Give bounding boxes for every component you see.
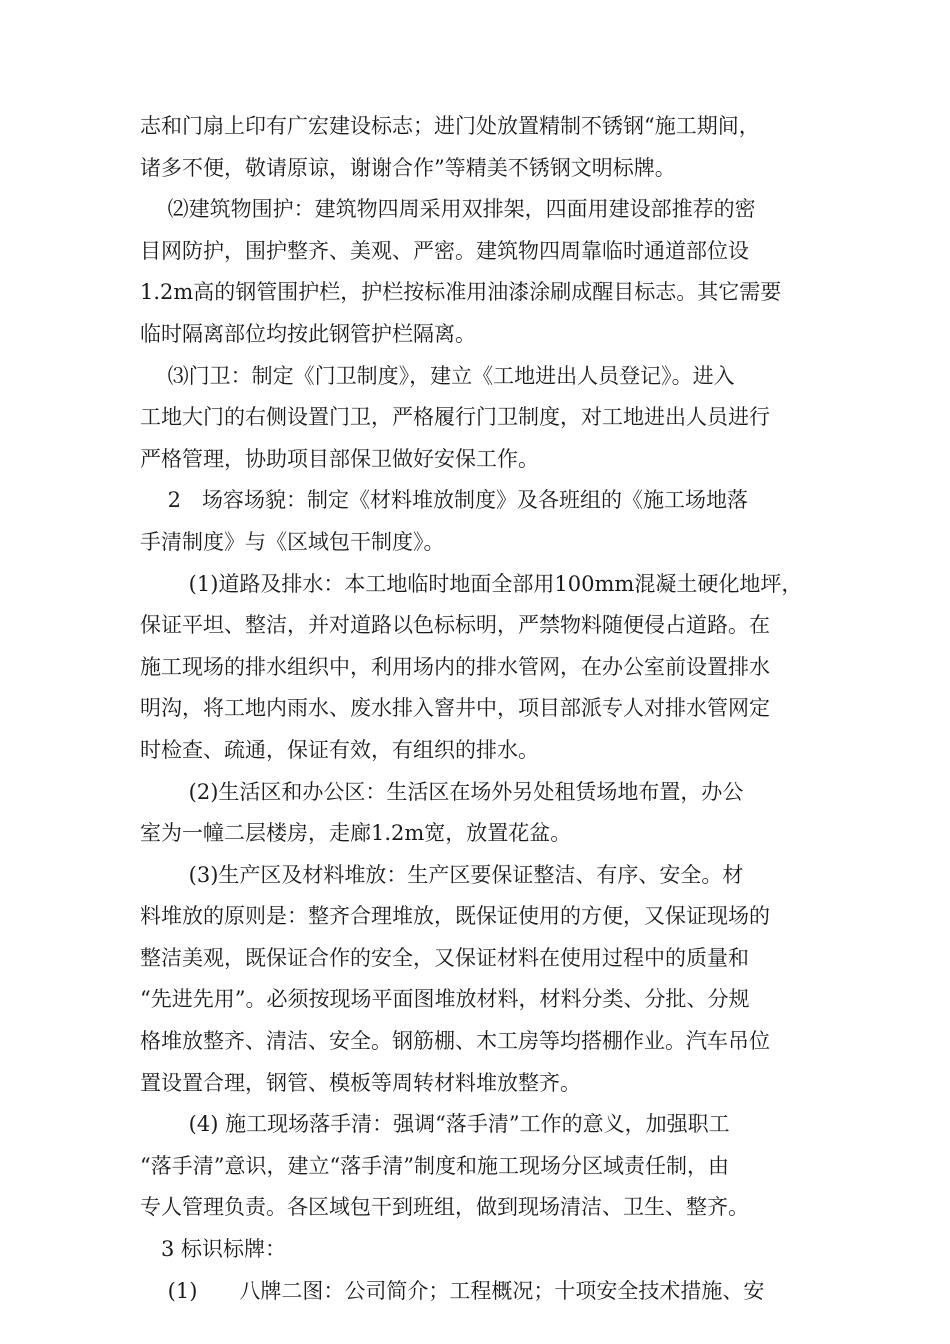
text-line: “先进先用”。必须按现场平面图堆放材料，材料分类、分批、分规 [140, 987, 750, 1012]
text-line: 施工现场的排水组织中，利用场内的排水管网，在办公室前设置排水 [140, 654, 770, 679]
text-line: ⑵建筑物围护：建筑物四周采用双排架，四面用建设部推荐的密 [140, 197, 756, 222]
text-line: 3 标识标牌： [140, 1237, 287, 1262]
text-line: 料堆放的原则是：整齐合理堆放，既保证使用的方便，又保证现场的 [140, 904, 770, 929]
text-line: (2)生活区和办公区：生活区在场外另处租赁场地布置，办公 [140, 779, 744, 804]
text-line: 格堆放整齐、清洁、安全。钢筋棚、木工房等均搭棚作业。汽车吊位 [140, 1029, 770, 1054]
text-line: 置设置合理，钢管、模板等周转材料堆放整齐。 [140, 1070, 581, 1095]
text-line: 严格管理，协助项目部保卫做好安保工作。 [140, 446, 539, 471]
text-line: 专人管理负责。各区域包干到班组，做到现场清洁、卫生、整齐。 [140, 1195, 749, 1220]
text-line: (3)生产区及材料堆放：生产区要保证整洁、有序、安全。材 [140, 862, 744, 887]
text-line: 整洁美观，既保证合作的安全，又保证材料在使用过程中的质量和 [140, 945, 749, 970]
text-line: “落手清”意识，建立“落手清”制度和施工现场分区域责任制，由 [140, 1153, 729, 1178]
text-line: 1.2m高的钢管围护栏，护栏按标准用油漆涂刷成醒目标志。其它需要 [140, 280, 782, 305]
text-line: 保证平坦、整洁，并对道路以色标标明，严禁物料随便侵占道路。在 [140, 613, 770, 638]
text-line: 2 场容场貌：制定《材料堆放制度》及各班组的《施工场地落 [140, 488, 749, 513]
text-line: (4) 施工现场落手清：强调“落手清”工作的意义，加强职工 [140, 1112, 730, 1137]
text-line: 志和门扇上印有广宏建设标志；进门处放置精制不锈钢“施工期间， [140, 114, 760, 138]
text-line: 室为一幢二层楼房，走廊1.2m宽，放置花盆。 [140, 821, 572, 846]
text-line: ⑶门卫：制定《门卫制度》，建立《工地进出人员登记》。进入 [140, 363, 735, 388]
text-line: 工地大门的右侧设置门卫，严格履行门卫制度，对工地进出人员进行 [140, 405, 770, 430]
text-line: (1)道路及排水：本工地临时地面全部用100mm混凝土硬化地坪， [140, 571, 803, 596]
text-line: 临时隔离部位均按此钢管护栏隔离。 [140, 321, 476, 346]
text-line: 诸多不便，敬请原谅，谢谢合作”等精美不锈钢文明标牌。 [140, 155, 676, 180]
text-line: 明沟，将工地内雨水、废水排入窨井中，项目部派专人对排水管网定 [140, 696, 770, 721]
text-line: (1) 八牌二图：公司简介；工程概况；十项安全技术措施、安 [140, 1278, 765, 1303]
text-line: 时检查、疏通，保证有效，有组织的排水。 [140, 737, 539, 762]
text-line: 目网防护，围护整齐、美观、严密。建筑物四周靠临时通道部位设 [140, 238, 749, 263]
text-line: 手清制度》与《区域包干制度》。 [140, 529, 445, 554]
body-text [140, 106, 830, 1312]
